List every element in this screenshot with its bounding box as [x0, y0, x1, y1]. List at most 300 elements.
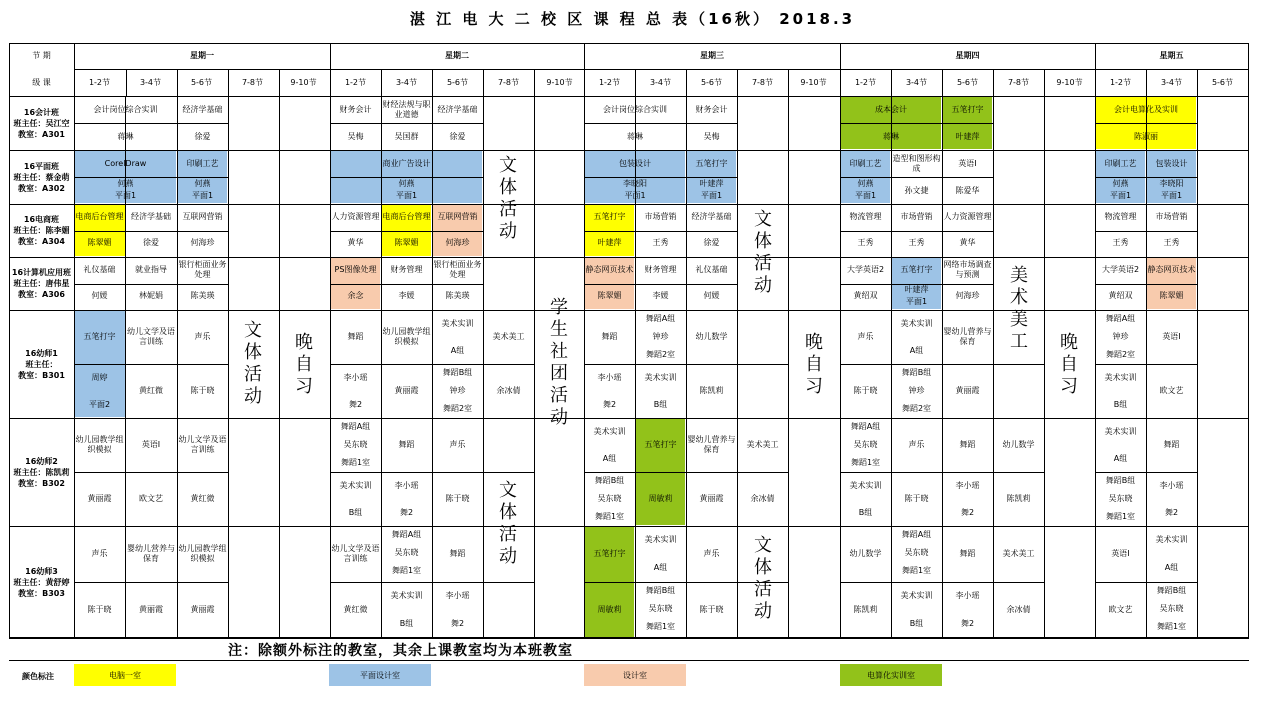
cell-line-text: 周婷: [91, 372, 108, 382]
activity-label-wed-2: 文 体 活 动: [754, 535, 772, 622]
cell-line: [737, 96, 738, 150]
cell-line-text: 美术美工: [492, 332, 525, 341]
cell-line-text: 美术美工: [746, 440, 779, 449]
cell-line-text: 欧文艺: [139, 494, 163, 503]
day-header-5: 星期五: [1159, 51, 1184, 60]
cell-line-text: 陈于晓: [699, 605, 724, 614]
cell-line-text: 幼儿文学及语言训练: [178, 435, 227, 454]
cell-line-text: 陈于晓: [853, 386, 878, 395]
cell-line-text: 舞蹈1室: [850, 458, 881, 467]
cell-line-text: 美术实训: [593, 426, 626, 436]
course-name: 物流管理: [849, 212, 882, 221]
course-name: 五笔打字: [593, 212, 626, 221]
legend-accounting-lab: 电算化实训室: [840, 664, 942, 686]
cell-line-text: 李小瑶: [1159, 480, 1184, 490]
class-name: 16电商班: [23, 215, 60, 224]
cell-line-text: 黄丽霞: [190, 605, 215, 614]
bottom-line: [9, 660, 1249, 661]
teacher-name: 余念: [347, 291, 364, 300]
course-name: 就业指导: [135, 265, 167, 274]
cell-line-text: 黄红微: [343, 605, 368, 614]
course-name: 电商后台管理: [382, 212, 431, 221]
cell-line-text: 美术实训: [644, 372, 677, 382]
period-header: 5-6节: [956, 77, 979, 87]
course-name: 互联网营销: [437, 212, 478, 221]
cell-line-text: 舞蹈: [601, 332, 618, 341]
course-name: 印刷工艺: [186, 158, 219, 168]
period-header: 5-6节: [190, 77, 213, 87]
class-name: 16幼师2: [25, 456, 58, 466]
cell-line-text: 美术实训: [900, 318, 933, 328]
cell-line: [228, 526, 229, 638]
cell-line: [993, 204, 994, 257]
cell-line-text: 吴东晓: [648, 604, 673, 613]
activity-label-mon: 文 体 活 动: [244, 320, 262, 407]
cell-line-text: 黄丽霞: [394, 386, 419, 395]
class-label-7: [9, 526, 74, 638]
classroom-note: 注：除额外标注的教室，其余上课教室均为本班教室: [228, 643, 573, 659]
cell-line: [483, 204, 484, 257]
teacher-name: 徐爱: [449, 131, 466, 141]
course-name: 大学英语2: [846, 265, 885, 274]
teacher-name: 何媛: [91, 291, 108, 300]
room-name: 平面1: [191, 190, 214, 200]
teacher-name: 何燕: [1112, 178, 1129, 188]
room-name: 平面1: [395, 190, 418, 200]
cell-line-text: 舞2: [1164, 507, 1179, 517]
period-header: 7-8节: [241, 77, 264, 87]
teacher-name: 黄华: [959, 238, 976, 247]
room-name: 平面1: [905, 296, 928, 306]
course-name: 商业广告设计: [382, 158, 431, 168]
cell-line-text: 舞蹈2室: [901, 404, 932, 413]
cell-line-text: 舞蹈1室: [1156, 622, 1187, 631]
period-header: 9-10节: [290, 77, 317, 87]
cell-line-text: 舞2: [960, 507, 975, 517]
class-teacher: 班主任：黄舒婷: [13, 577, 70, 587]
teacher-name: 王秀: [1112, 238, 1129, 247]
cell-line-text: 英语I: [1111, 549, 1130, 558]
teacher-name: 何海珍: [445, 238, 470, 247]
teacher-name: 黄华: [347, 238, 364, 247]
cell-line-text: 舞蹈1室: [594, 512, 625, 521]
cell-line-text: 舞蹈: [398, 440, 415, 449]
teacher-name: 何燕: [194, 178, 211, 188]
cell-line-text: 舞蹈: [959, 440, 976, 449]
cell-line-text: 黄丽霞: [139, 605, 163, 614]
course-name: 互联网营销: [182, 212, 223, 221]
cell-line-text: 舞蹈1室: [391, 566, 422, 575]
corner-bottom-label: 级 课: [32, 77, 51, 87]
course-name: 网络市场调查与预测: [943, 260, 992, 279]
period-header: 1-2节: [88, 77, 111, 87]
course-name: 会计岗位综合实训: [93, 104, 158, 114]
cell-line-text: 陈于晓: [190, 386, 215, 395]
course-name: 物流管理: [1104, 212, 1137, 221]
cell-line-text: A组: [1113, 453, 1128, 463]
course-name: 人力资源管理: [943, 212, 992, 221]
cell-line: [993, 257, 994, 310]
course-name: 造型和图形构成: [892, 153, 941, 173]
cell-line-text: 英语I: [141, 440, 161, 449]
teacher-name: 吴梅: [703, 131, 720, 141]
class-name: 16计算机应用班: [11, 268, 72, 277]
cell-line-text: 吴东晓: [1159, 604, 1184, 613]
cell-line-text: 幼儿园教学组织模拟: [382, 327, 431, 346]
teacher-name: 何燕: [398, 178, 415, 188]
course-name: 静态网页技术: [585, 265, 634, 274]
cell-line-text: 幼儿数学: [1002, 440, 1035, 449]
teacher-name: 吴国群: [394, 131, 419, 141]
course-name: 财经法规与职业道德: [382, 99, 431, 119]
activity-label-wed-1: 文 体 活 动: [754, 209, 772, 296]
cell-line-text: 舞蹈A组: [1105, 314, 1136, 323]
teacher-name: 何燕: [857, 178, 874, 188]
cell-line-text: 婴幼儿营养与保育: [127, 544, 175, 563]
cell-line-text: 舞蹈1室: [1105, 512, 1136, 521]
cell-line-text: 黄丽霞: [87, 494, 112, 503]
cell-line-text: 声乐: [908, 440, 925, 449]
cell-line: [228, 310, 229, 418]
class-teacher: 班主任：陈凯莉: [13, 467, 70, 477]
cell-line-text: 声乐: [703, 549, 720, 558]
legend-graphic-design-room: 平面设计室: [329, 664, 431, 686]
cell-line-text: 舞蹈2室: [645, 350, 676, 359]
teacher-name: 蒋琳: [627, 131, 643, 141]
teacher-name: 王秀: [857, 238, 874, 247]
column-line: [788, 96, 789, 638]
cell-line-text: 李小瑶: [955, 480, 980, 490]
teacher-name: 何海珍: [190, 238, 215, 247]
teacher-name: 李媛: [398, 291, 415, 300]
teacher-name: 黄绍双: [1108, 291, 1133, 300]
cell-line-text: 舞蹈A组: [645, 314, 676, 323]
legend-label: 颜色标注: [22, 672, 54, 681]
legend-computer-room-1: 电脑一室: [74, 664, 176, 686]
course-name: 财务会计: [339, 104, 372, 114]
cell-line-text: 声乐: [449, 440, 466, 449]
cell-line-text: 舞蹈1室: [340, 458, 371, 467]
cell-line: [737, 150, 738, 204]
room-name: 平面1: [1109, 190, 1132, 200]
room-name: 平面1: [114, 190, 137, 200]
period-header: 9-10节: [800, 77, 827, 87]
cell-line-text: 陈于晓: [445, 494, 470, 503]
cell-line-text: 陈凯莉: [853, 605, 878, 614]
day-header-1: 星期一: [190, 51, 214, 60]
class-teacher: 班主任：陈李媚: [13, 226, 70, 235]
club-activity-label: 学 生 社 团 活 动: [550, 297, 568, 428]
cell-line-text: A组: [602, 453, 617, 463]
cell-line-text: 美术实训: [339, 480, 372, 490]
cell-line-text: 舞蹈B组: [1105, 476, 1136, 485]
course-name: 五笔打字: [951, 104, 984, 114]
cell-line: [483, 150, 484, 204]
cell-line: [228, 418, 229, 526]
teacher-name: 王秀: [908, 238, 925, 247]
class-teacher: 班主任：蔡金萌: [13, 172, 70, 182]
course-name: CorelDraw: [104, 158, 147, 168]
period-header: 1-2节: [344, 77, 367, 87]
teacher-name: 陈淑丽: [1134, 131, 1158, 141]
class-name: 16会计班: [23, 107, 60, 117]
period-header: 5-6节: [1211, 77, 1234, 87]
cell-line-text: A组: [653, 563, 668, 572]
class-room: 教室：A306: [18, 290, 65, 299]
class-room: 教室：B303: [18, 588, 65, 598]
cell-line-text: 美术实训: [1104, 426, 1137, 436]
cell-line-text: 欧文艺: [1159, 386, 1184, 395]
evening-study-thu: 晚 自 习: [1060, 332, 1078, 397]
teacher-name: 蒋琳: [117, 131, 134, 141]
art-label-thu: 美 术 美 工: [1010, 265, 1028, 352]
column-line: [1044, 96, 1045, 638]
cell-line-text: 声乐: [91, 549, 108, 558]
course-name: 银行柜面业务处理: [433, 260, 482, 279]
cell-line: [1197, 257, 1198, 310]
course-name: 经济学基础: [182, 104, 223, 114]
cell-line-text: 美术实训: [390, 591, 423, 600]
course-name: 经济学基础: [691, 212, 732, 221]
cell-line-text: B组: [909, 619, 924, 628]
cell-line-text: A组: [1164, 563, 1179, 572]
cell-line-text: 吴东晓: [853, 440, 878, 449]
day-header-4: 星期四: [955, 51, 980, 60]
cell-line-text: 美术实训: [441, 318, 474, 328]
cell-line: [737, 257, 738, 310]
activity-label-tue-2: 文 体 活 动: [499, 480, 517, 567]
teacher-name: 叶建萍: [904, 284, 929, 294]
cell-line-text: 舞蹈B组: [594, 476, 625, 485]
corner-top-label: 节 期: [32, 51, 51, 60]
course-name: 静态网页技术: [1147, 265, 1196, 274]
activity-label-tue-1: 文 体 活 动: [499, 155, 517, 242]
cell-line-text: 李小瑶: [343, 372, 368, 382]
period-header: 3-4节: [649, 77, 672, 87]
cell-line-text: B组: [1113, 399, 1128, 409]
teacher-name: 蒋琳: [883, 131, 899, 141]
cell-line: [993, 150, 994, 204]
course-name: 包装设计: [1155, 158, 1188, 168]
cell-line-text: 舞蹈A组: [901, 530, 932, 539]
period-header: 3-4节: [905, 77, 928, 87]
cell-line-text: 五笔打字: [644, 440, 677, 449]
course-name: 银行柜面业务处理: [178, 260, 227, 279]
class-label-3: [9, 204, 74, 257]
legend-design-room: 设计室: [584, 664, 686, 686]
teacher-name: 叶建萍: [955, 131, 980, 141]
period-header: 5-6节: [700, 77, 723, 87]
course-name: 经济学基础: [437, 104, 478, 114]
cell-line-text: 余冰倩: [750, 494, 775, 503]
teacher-name: 吴梅: [347, 131, 364, 141]
class-label-5: [9, 310, 74, 418]
cell-line-text: B组: [399, 619, 414, 628]
cell-line-text: B组: [348, 507, 363, 517]
cell-line-text: 李小瑶: [597, 372, 622, 382]
room-name: 平面1: [1160, 190, 1183, 200]
course-name: 礼仪基础: [83, 265, 116, 274]
cell-line-text: 黄红微: [139, 386, 163, 395]
day-header-3: 星期三: [700, 51, 724, 60]
cell-line-text: 英语I: [1162, 332, 1181, 341]
cell-line-text: 舞蹈: [449, 549, 466, 558]
period-header: 1-2节: [1109, 77, 1132, 87]
class-label-6: [9, 418, 74, 526]
cell-line-text: 美术美工: [1002, 549, 1035, 558]
cell-line-text: 吴东晓: [1108, 494, 1133, 503]
course-name: 印刷工艺: [849, 158, 882, 168]
period-header: 9-10节: [1056, 77, 1083, 87]
cell-line-text: 陈凯莉: [1006, 494, 1031, 503]
class-teacher: 班主任：: [25, 359, 58, 369]
teacher-name: 黄绍双: [853, 291, 878, 300]
period-header: 9-10节: [546, 77, 573, 87]
cell-line-text: 黄丽霞: [699, 494, 724, 503]
class-name: 16幼师1: [25, 348, 58, 358]
cell-line-text: 声乐: [857, 332, 874, 341]
cell-line: [228, 257, 229, 310]
cell-line-text: A组: [450, 345, 465, 355]
cell-line-text: 欧文艺: [1108, 605, 1133, 614]
course-name: 会计电算化及实训: [1114, 104, 1178, 114]
teacher-name: 王秀: [1163, 238, 1180, 247]
cell-line-text: 美术实训: [849, 480, 882, 490]
cell-line-text: 婴幼儿营养与保育: [943, 327, 992, 346]
cell-line-text: 舞蹈1室: [645, 622, 676, 631]
cell-line-text: 舞蹈A组: [391, 530, 422, 539]
cell-line: [1197, 96, 1198, 150]
teacher-name: 李晓阳: [1159, 178, 1184, 188]
class-room: 教室：A301: [18, 129, 65, 139]
cell-line-text: 钟珍: [652, 332, 669, 341]
cell-line-text: 钟珍: [449, 386, 466, 395]
cell-line-text: 李小瑶: [955, 591, 980, 600]
column-line: [534, 96, 535, 638]
room-name: 平面1: [854, 190, 877, 200]
course-name: 礼仪基础: [695, 265, 728, 274]
course-name: 包装设计: [619, 158, 651, 168]
cell-line-text: B组: [858, 507, 873, 517]
cell-line-text: 美术实训: [1104, 372, 1137, 382]
teacher-name: 王秀: [652, 238, 669, 247]
class-room: 教室：A304: [18, 237, 65, 246]
cell-line-text: 舞2: [960, 619, 975, 628]
cell-line-text: 吴东晓: [597, 494, 622, 503]
cell-line-text: 舞蹈B组: [1156, 586, 1187, 595]
cell-line-text: 陈凯莉: [699, 386, 724, 395]
period-header: 3-4节: [1160, 77, 1183, 87]
course-name: 印刷工艺: [1104, 158, 1137, 168]
cell-line-text: 舞蹈1室: [901, 566, 932, 575]
cell-line-text: 幼儿园教学组织模拟: [75, 435, 124, 454]
cell-line-text: 舞蹈B组: [901, 368, 932, 377]
teacher-name: 孙文捷: [904, 185, 929, 195]
cell-line-text: 舞2: [399, 507, 414, 517]
cell-line-text: 舞蹈A组: [340, 422, 371, 431]
course-name: 人力资源管理: [331, 212, 380, 221]
teacher-name: 陈翠媚: [597, 291, 622, 300]
cell-line: [737, 204, 738, 257]
cell-line-text: A组: [909, 345, 924, 355]
cell-line-text: 舞2: [348, 399, 363, 409]
period-header: 7-8节: [497, 77, 520, 87]
cell-line-text: 五笔打字: [83, 332, 116, 341]
cell-line-text: 幼儿园教学组织模拟: [178, 544, 227, 563]
cell-line: [228, 204, 229, 257]
cell-line: [993, 96, 994, 150]
course-name: 五笔打字: [900, 265, 933, 274]
period-separator: [1248, 69, 1249, 96]
class-room: 教室：B302: [18, 478, 65, 488]
teacher-name: 陈翠媚: [394, 238, 419, 247]
cell-line-text: 钟珍: [908, 386, 925, 395]
cell-line-text: 舞蹈2室: [442, 404, 473, 413]
class-label-4: [9, 257, 74, 310]
cell-line-text: 美术实训: [1155, 535, 1188, 544]
cell-line-text: 幼儿数学: [849, 549, 882, 558]
cell-line-text: 幼儿文学及语言训练: [331, 544, 380, 563]
cell-line-text: 余冰倩: [496, 386, 521, 395]
teacher-name: 林妮娟: [139, 291, 163, 300]
course-name: 五笔打字: [695, 158, 728, 168]
class-label-2: [9, 150, 74, 204]
cell-line-text: 舞蹈B组: [442, 368, 473, 377]
cell-line-text: 舞蹈: [1163, 440, 1180, 449]
row-line: [9, 638, 1249, 639]
teacher-name: 李媛: [652, 291, 669, 300]
cell-line-text: 幼儿文学及语言训练: [127, 327, 175, 346]
page-title: 湛 江 电 大 二 校 区 课 程 总 表（16秋） 2018.3: [409, 10, 856, 28]
teacher-name: 陈美瑛: [445, 291, 470, 300]
cell-line: [228, 150, 229, 204]
cell-line-text: B组: [653, 399, 668, 409]
cell-line-text: 舞2: [602, 399, 617, 409]
cell-line-text: 余冰倩: [1006, 605, 1031, 614]
cell-line-text: 周敏莉: [597, 605, 622, 614]
cell-line: [1197, 150, 1198, 204]
class-name: 16平面班: [23, 161, 60, 171]
cell-line-text: 陈于晓: [904, 494, 929, 503]
teacher-name: 叶建萍: [597, 238, 622, 247]
class-room: 教室：B301: [18, 370, 65, 380]
cell-line-text: 五笔打字: [593, 549, 626, 558]
teacher-name: 何燕: [117, 178, 134, 188]
course-name: 财务会计: [695, 104, 728, 114]
cell-line: [228, 96, 229, 150]
cell-line-text: 舞蹈: [959, 549, 976, 558]
cell-line-text: 吴东晓: [394, 548, 419, 557]
cell-line-text: 美术实训: [644, 535, 677, 544]
teacher-name: 李晓阳: [623, 178, 647, 188]
cell-line-text: 婴幼儿营养与保育: [687, 435, 736, 454]
cell-line: [1197, 204, 1198, 257]
teacher-name: 陈翠媚: [87, 238, 112, 247]
cell-line-text: 平面2: [88, 399, 111, 409]
class-label-1: [9, 96, 74, 150]
teacher-name: 叶建萍: [699, 178, 724, 188]
period-header: 7-8节: [1007, 77, 1030, 87]
teacher-name: 徐爱: [143, 238, 159, 247]
cell-line-text: 舞蹈: [347, 332, 364, 341]
teacher-name: 何媛: [703, 291, 720, 300]
column-line: [279, 96, 280, 638]
cell-line-text: 周敏莉: [648, 494, 673, 503]
course-name: 英语I: [958, 158, 977, 168]
period-header: 3-4节: [139, 77, 162, 87]
teacher-name: 徐爱: [194, 131, 211, 141]
cell-line-text: 舞2: [450, 619, 465, 628]
